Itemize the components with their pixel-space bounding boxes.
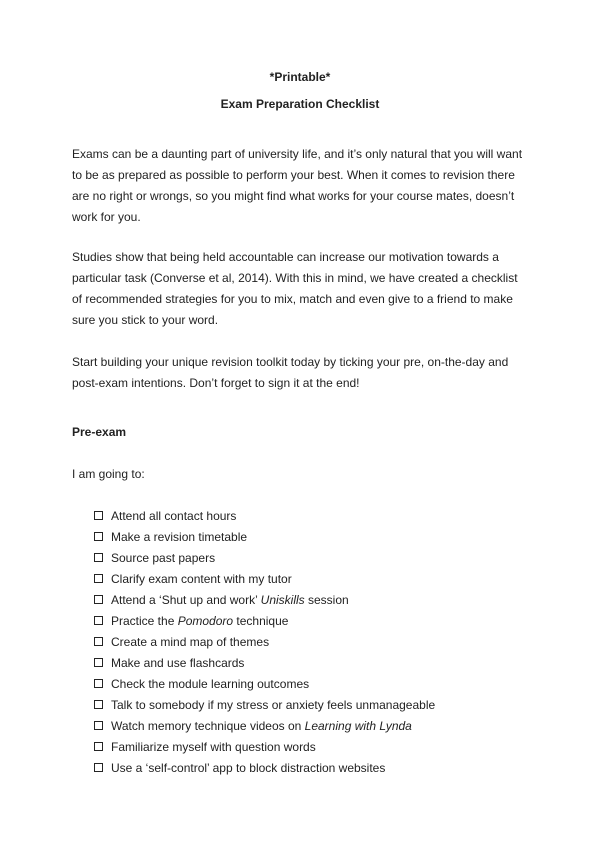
checklist-item [94, 737, 528, 758]
checklist-item [94, 695, 528, 716]
checklist-item [94, 527, 528, 548]
checklist-item [94, 611, 528, 632]
checkbox-icon[interactable] [94, 637, 103, 646]
checklist-item [94, 674, 528, 695]
document-title-main: Exam Preparation Checklist [220, 97, 380, 111]
checklist-item-label: Talk to somebody if my stress or anxiety feels unmanageable [111, 698, 436, 712]
checkbox-icon[interactable] [94, 721, 103, 730]
checkbox-icon[interactable] [94, 532, 103, 541]
checklist-item [94, 716, 528, 737]
checklist-item [94, 653, 528, 674]
checklist-item-label: Check the module learning outcomes [111, 677, 310, 691]
intro-paragraph-1: Exams can be a daunting part of university life, and it’s only natural that you will want to be as prepared as possible to perform your best. When it comes to revision there are no right or wrongs, so you might find what works for your course mates, doesn’t work for you. [72, 147, 523, 224]
section-heading-pre-exam: Pre-exam [72, 425, 127, 439]
checklist-item-label: Practice the Pomodoro technique [111, 614, 289, 628]
document-title-printable: *Printable* [269, 70, 331, 84]
checklist-item-label: Watch memory technique videos on Learning with Lynda [111, 719, 412, 733]
intro-paragraph-2: Studies show that being held accountable can increase our motivation towards a particular task (Converse et al, 2014). With this in mind, we have created a checklist of recommended strategies for you to mix, match and even give to a friend to make sure you stick to your word. [72, 250, 518, 327]
checkbox-icon[interactable] [94, 763, 103, 772]
checklist-item-label: Familiarize myself with question words [111, 740, 316, 754]
checklist-item-label: Make and use flashcards [111, 656, 245, 670]
checkbox-icon[interactable] [94, 616, 103, 625]
checkbox-icon[interactable] [94, 679, 103, 688]
checkbox-icon[interactable] [94, 595, 103, 604]
intro-paragraph-3: Start building your unique revision toolkit today by ticking your pre, on-the-day and post-exam intentions. Don’t forget to sign it at the end! [72, 355, 509, 390]
checklist-item-label: Attend a ‘Shut up and work’ Uniskills session [111, 593, 349, 607]
checklist-lead-in: I am going to: [72, 467, 145, 481]
checklist-item [94, 758, 528, 779]
checkbox-icon[interactable] [94, 658, 103, 667]
checklist-item-label: Create a mind map of themes [111, 635, 270, 649]
checklist-item-label: Attend all contact hours [111, 509, 237, 523]
checkbox-icon[interactable] [94, 742, 103, 751]
checkbox-icon[interactable] [94, 574, 103, 583]
checklist-item-label: Use a ‘self-control’ app to block distraction websites [111, 761, 386, 775]
checklist-item [94, 506, 528, 527]
checkbox-icon[interactable] [94, 553, 103, 562]
checklist-item [94, 569, 528, 590]
checkbox-icon[interactable] [94, 511, 103, 520]
checklist-item [94, 590, 528, 611]
checklist-item-label: Make a revision timetable [111, 530, 248, 544]
checkbox-icon[interactable] [94, 700, 103, 709]
checklist-item [94, 548, 528, 569]
pre-exam-checklist [72, 506, 528, 779]
checklist-item [94, 632, 528, 653]
checklist-item-label: Source past papers [111, 551, 216, 565]
checklist-item-label: Clarify exam content with my tutor [111, 572, 292, 586]
